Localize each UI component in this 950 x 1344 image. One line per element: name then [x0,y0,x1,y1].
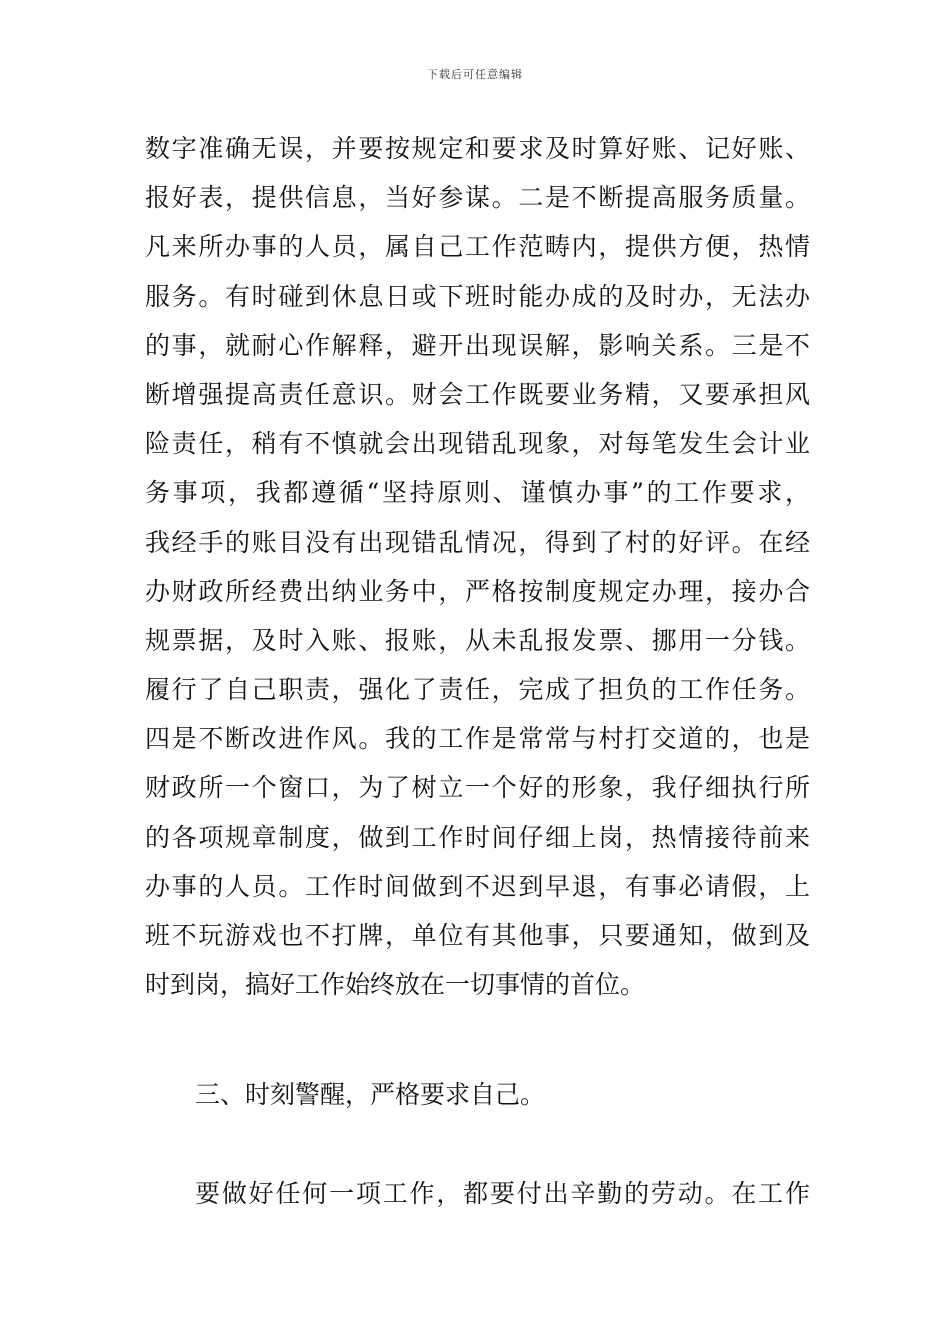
main-paragraph [145,124,810,1009]
paragraph-line: 办事的人员。工作时间做到不迟到早退，有事必请假，上 [145,871,810,901]
paragraph-line: 规票据，及时入账、报账，从未乱报发票、挪用一分钱。 [145,625,810,655]
paragraph-line: 时到岗，搞好工作始终放在一切事情的首位。 [145,970,646,1000]
paragraph-line: 财政所一个窗口，为了树立一个好的形象，我仔细执行所 [145,773,810,803]
page-header: 下载后可任意编辑 [427,68,523,81]
paragraph-line: 履行了自己职责，强化了责任，完成了担负的工作任务。 [145,675,810,705]
section-heading-block [145,1075,810,1115]
paragraph-line: 报好表，提供信息，当好参谋。二是不断提高服务质量。 [145,183,810,213]
section-heading: 三、时刻警醒，严格要求自己。 [195,1080,546,1109]
next-paragraph-block [145,1174,810,1214]
paragraph-line: 的事，就耐心作解释，避开出现误解，影响关系。三是不 [145,330,810,360]
paragraph-line: 凡来所办事的人员，属自己工作范畴内，提供方便，热情 [145,232,810,262]
paragraph-line: 险责任，稍有不慎就会出现错乱现象，对每笔发生会计业 [145,429,810,459]
paragraph-line: 四是不断改进作风。我的工作是常常与村打交道的，也是 [145,724,810,754]
paragraph-line: 办财政所经费出纳业务中，严格按制度规定办理，接办合 [145,576,810,606]
paragraph-line: 服务。有时碰到休息日或下班时能办成的及时办，无法办 [145,281,810,311]
paragraph-line: 断增强提高责任意识。财会工作既要业务精，又要承担风 [145,379,810,409]
next-paragraph-line: 要做好任何一项工作，都要付出辛勤的劳动。在工作 [195,1179,810,1208]
paragraph-line: 的各项规章制度，做到工作时间仔细上岗，热情接待前来 [145,822,810,852]
paragraph-line: 我经手的账目没有出现错乱情况，得到了村的好评。在经 [145,527,810,557]
paragraph-line: 班不玩游戏也不打牌，单位有其他事，只要通知，做到及 [145,921,810,950]
paragraph-line: 务事项，我都遵循“坚持原则、谨慎办事”的工作要求， [145,478,810,508]
paragraph-line: 数字准确无误，并要按规定和要求及时算好账、记好账、 [145,134,810,163]
